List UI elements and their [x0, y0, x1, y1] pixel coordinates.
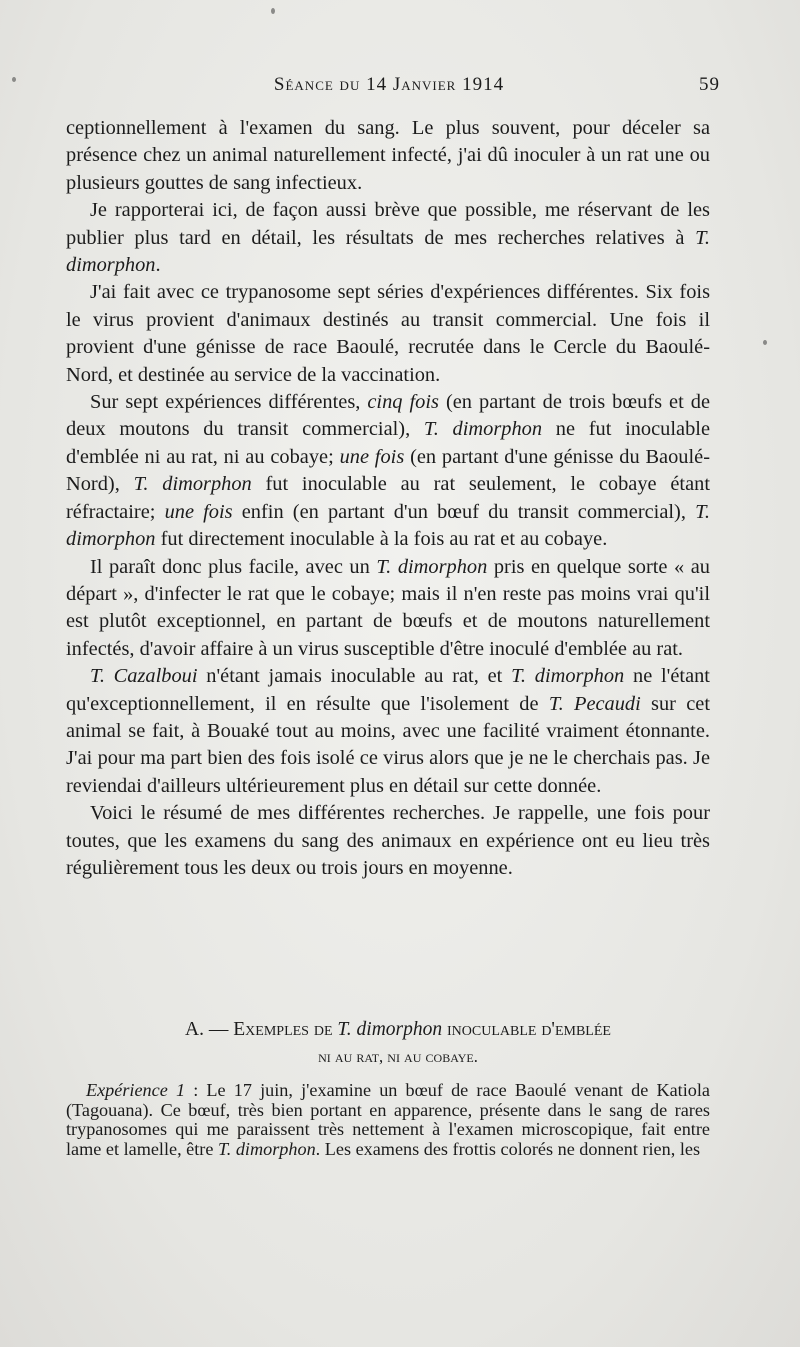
text-run: ne l'étant qu'exceptionnellement, il en résulte que l'isolement de	[66, 665, 710, 715]
experiment-text-start: : Le 17 juin, j'examine un bœuf de race Baoulé venant de Katiola (Tagouana). Ce bœuf, très bien portant en apparence, présente dans le sang de rares trypanosomes qui me paraissent très nettement à l'examen microscopique, fait entre lame et lamelle, être	[66, 1080, 710, 1159]
section-heading-line-2: ni au rat, ni au cobaye.	[318, 1047, 478, 1066]
italic-term: cinq fois	[367, 391, 439, 414]
italic-term: une fois	[339, 445, 405, 468]
body-paragraph	[66, 800, 710, 882]
italic-term: T. dimorphon	[423, 418, 543, 441]
experiment-text-end: . Les examens des frottis colorés ne donnent rien, les	[315, 1138, 701, 1159]
section-heading-word-2: inoculable d'emblée	[442, 1019, 611, 1040]
text-run: sur cet animal se fait, à Bouaké tout au moins, avec une facilité vraiment étonnante. J'ai pour ma part bien des fois isolé ce virus alors que je ne le cherchais pas. Je reviendai d'ailleurs ultérieurement plus en détail sur cette donnée.	[66, 692, 710, 797]
section-heading	[66, 1016, 730, 1070]
text-run: fut inoculable au rat seulement, le cobaye étant réfractaire;	[66, 473, 710, 523]
text-run: pris en quelque sorte « au départ », d'infecter le rat que le cobaye; mais il n'en reste pas moins vrai qu'il est plutôt exceptionnel, en partant de bœufs et de moutons naturellement infectés, d'avoir affaire à un virus susceptible d'être inoculé d'emblée au rat.	[66, 555, 710, 660]
body-paragraph	[66, 279, 710, 389]
text-run: ceptionnellement à l'examen du sang. Le plus souvent, pour déceler sa présence chez un animal naturellement infecté, j'ai dû inoculer à un rat une ou plusieurs gouttes de sang infectieux.	[66, 117, 710, 194]
italic-term: T. Pecaudi	[548, 692, 641, 715]
text-run: ne fut inoculable d'emblée ni au rat, ni au cobaye;	[66, 418, 710, 468]
text-run: enfin (en partant d'un bœuf du transit commercial),	[232, 500, 696, 523]
italic-term: une fois	[164, 500, 233, 523]
italic-term: T. dimorphon	[66, 226, 710, 277]
text-run: J'ai fait avec ce trypanosome sept séries d'expériences différentes. Six fois le virus provient d'animaux destinés au transit commercial. Une fois il provient d'une génisse de race Baoulé, recrutée dans le Cercle du Baoulé-Nord, et destinée au service de la vaccination.	[66, 281, 710, 386]
text-run: n'étant jamais inoculable au rat, et	[197, 665, 512, 688]
section-heading-prefix: A. —	[185, 1019, 234, 1040]
text-run: Je rapporterai ici, de façon aussi brève que possible, me réservant de les publier plus tard en détail, les résultats de mes recherches relatives à	[66, 199, 710, 249]
section-heading-line-1	[66, 1016, 730, 1043]
text-run: (en partant d'une génisse du Baoulé-Nord),	[66, 445, 710, 496]
text-run: Sur sept expériences différentes,	[90, 391, 368, 414]
text-run: fut directement inoculable à la fois au rat et au cobaye.	[155, 528, 608, 551]
ink-speck	[271, 8, 275, 14]
text-run: .	[155, 254, 161, 277]
experiment-text	[66, 1081, 710, 1159]
body-paragraph	[66, 663, 710, 800]
ink-speck	[12, 77, 16, 82]
italic-term: T. dimorphon	[66, 500, 711, 551]
text-run: Voici le résumé de mes différentes recherches. Je rappelle, une fois pour toutes, que les examens du sang des animaux en expérience ont eu lieu très régulièrement tous les deux ou trois jours en moyenne.	[66, 802, 710, 879]
italic-term: T. dimorphon	[511, 665, 625, 688]
text-run: Il paraît donc plus facile, avec un	[90, 555, 377, 578]
section-heading-species: T. dimorphon	[337, 1019, 443, 1040]
experiment-label: Expérience 1	[86, 1080, 186, 1100]
body-paragraph	[66, 197, 710, 279]
experiment-paragraph	[66, 1081, 710, 1159]
section-heading-word-1: Exemples de	[233, 1019, 338, 1040]
running-header	[66, 74, 720, 100]
text-run: (en partant de trois bœufs et de deux moutons du transit commercial),	[66, 391, 710, 441]
experiment-species: T. dimorphon	[217, 1138, 316, 1159]
page-number: 59	[699, 74, 720, 95]
ink-speck	[763, 340, 767, 345]
body-paragraph	[66, 115, 710, 197]
italic-term: T. dimorphon	[133, 473, 252, 496]
body-paragraph	[66, 554, 710, 664]
italic-term: T. dimorphon	[376, 555, 488, 578]
body-paragraph	[66, 389, 710, 553]
body-text	[66, 115, 710, 882]
italic-term: T. Cazalboui	[90, 665, 198, 688]
running-title: Séance du 14 Janvier 1914	[273, 74, 505, 95]
